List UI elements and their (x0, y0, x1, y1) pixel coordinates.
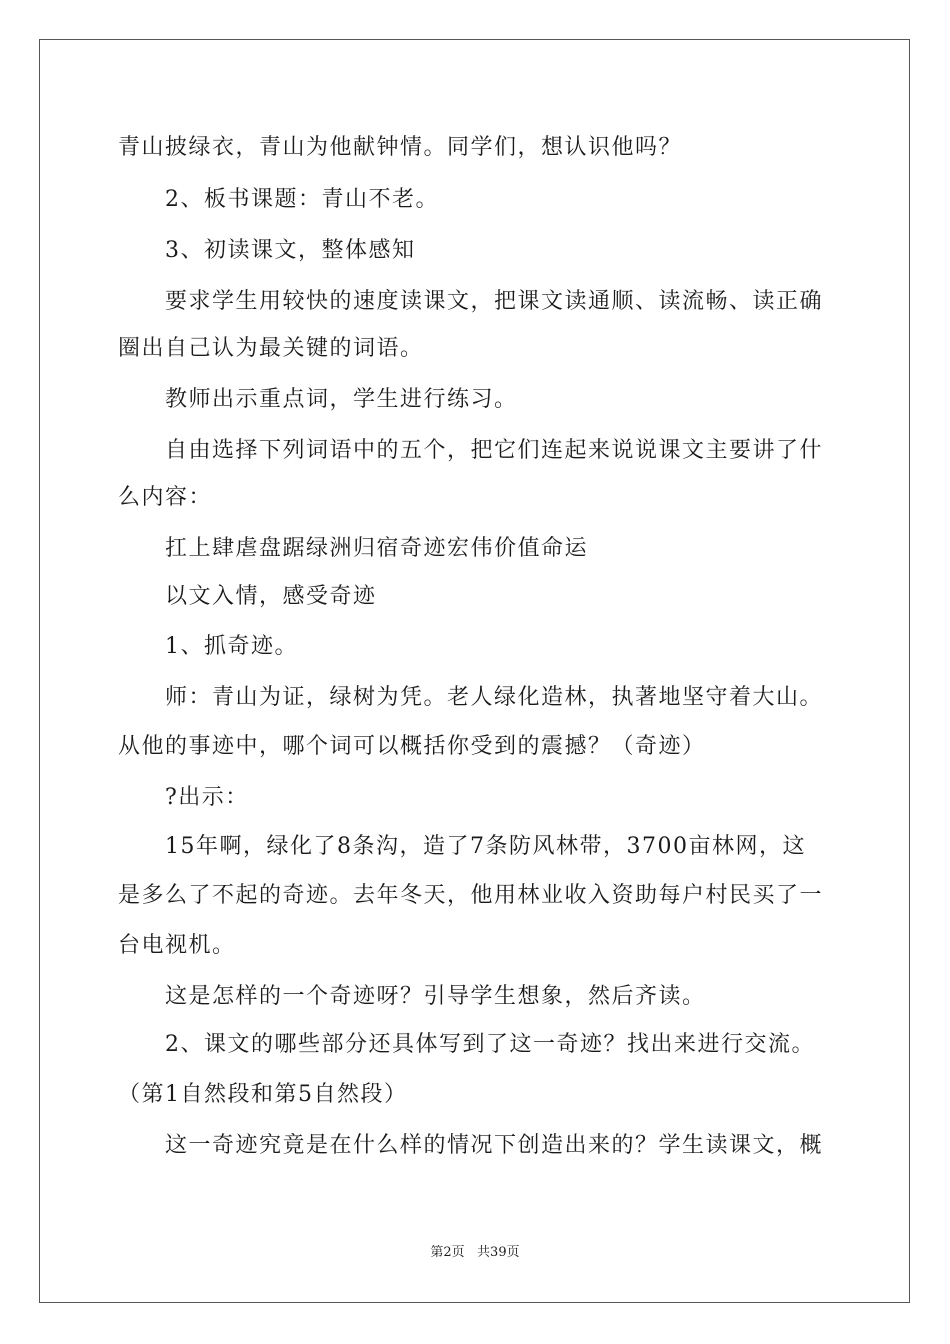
text-line: 台电视机。 (118, 933, 236, 958)
text-line: 从他的事迹中，哪个词可以概括你受到的震撼？（奇迹） (118, 734, 706, 759)
text-line: 2、板书课题：青山不老。 (165, 187, 439, 212)
text-line: 自由选择下列词语中的五个，把它们连起来说说课文主要讲了什 (165, 438, 824, 463)
text-line: 3、初读课文，整体感知 (165, 238, 416, 263)
page-number-footer: 第2页 共39页 (430, 1245, 520, 1260)
text-line: 要求学生用较快的速度读课文，把课文读通顺、读流畅、读正确 (165, 289, 824, 314)
text-line: 圈出自己认为最关键的词语。 (118, 336, 424, 361)
text-line: 扛上肆虐盘踞绿洲归宿奇迹宏伟价值命运 (165, 536, 589, 561)
text-line: 2、课文的哪些部分还具体写到了这一奇迹？找出来进行交流。 (165, 1032, 815, 1057)
text-line: 这一奇迹究竟是在什么样的情况下创造出来的？学生读课文，概 (165, 1133, 824, 1158)
text-line: 以文入情，感受奇迹 (165, 584, 377, 609)
text-line: 青山披绿衣，青山为他献钟情。同学们，想认识他吗？ (118, 135, 683, 160)
text-line: 么内容： (118, 485, 213, 510)
text-line: ?出示： (165, 785, 249, 810)
text-line: 是多么了不起的奇迹。去年冬天，他用林业收入资助每户村民买了一 (118, 883, 824, 908)
text-line: 教师出示重点词，学生进行练习。 (165, 387, 518, 412)
page-border (39, 39, 910, 1303)
text-line: （第1自然段和第5自然段） (118, 1082, 408, 1107)
text-line: 这是怎样的一个奇迹呀？引导学生想象，然后齐读。 (165, 984, 706, 1009)
text-line: 师：青山为证，绿树为凭。老人绿化造林，执著地坚守着大山。 (165, 685, 824, 710)
text-line: 15年啊，绿化了8条沟，造了7条防风林带，3700亩林网，这 (165, 834, 806, 859)
text-line: 1、抓奇迹。 (165, 634, 298, 659)
